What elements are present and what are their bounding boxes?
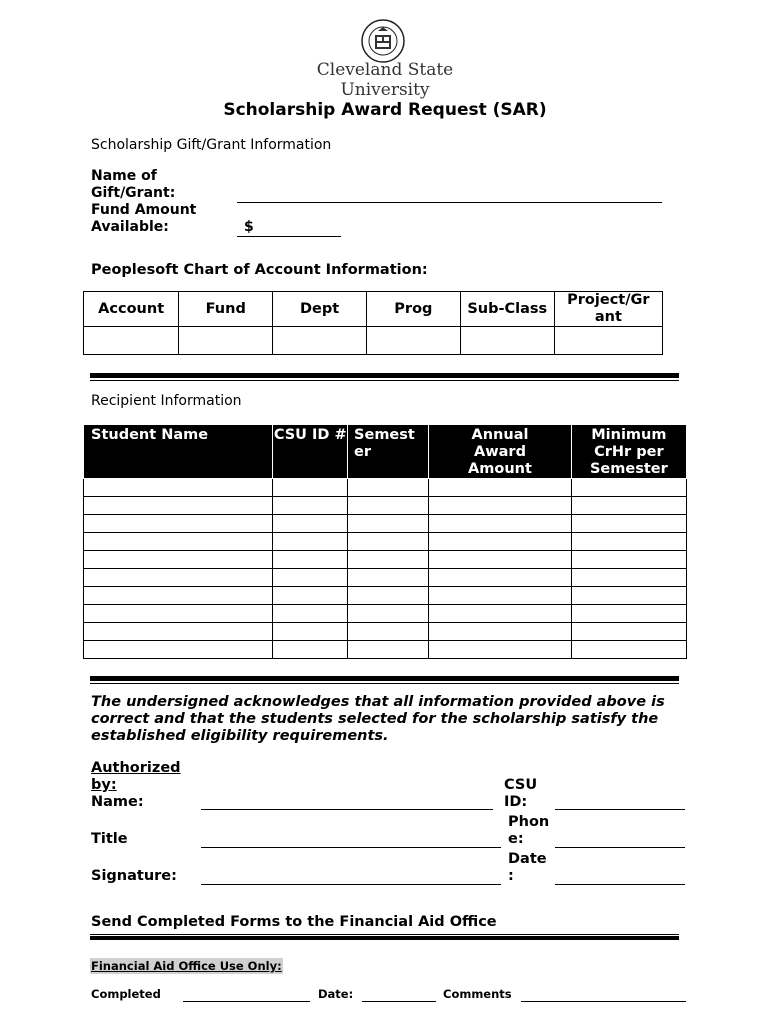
coa-cell-account[interactable]	[84, 327, 179, 355]
university-seal	[360, 18, 406, 64]
rec-cell-student-name[interactable]	[84, 497, 273, 515]
rec-cell-student-name[interactable]	[84, 515, 273, 533]
coa-col-subclass: Sub-Class	[460, 292, 554, 327]
table-row	[84, 569, 687, 587]
rec-cell-csu-id[interactable]	[273, 605, 348, 623]
gift-name-label: Name of Gift/Grant:	[91, 168, 176, 201]
section-divider	[90, 373, 679, 378]
office-use-heading: Financial Aid Office Use Only:	[91, 959, 282, 973]
date-field[interactable]	[555, 884, 685, 885]
coa-heading: Peoplesoft Chart of Account Information:	[91, 262, 428, 278]
table-row	[84, 641, 687, 659]
coa-col-prog: Prog	[366, 292, 460, 327]
rec-cell-annual-award[interactable]	[429, 497, 571, 515]
section-divider-thin	[90, 380, 679, 381]
fund-amount-field[interactable]	[237, 236, 341, 237]
rec-cell-student-name[interactable]	[84, 569, 273, 587]
table-row	[84, 515, 687, 533]
rec-cell-student-name[interactable]	[84, 641, 273, 659]
gift-name-field[interactable]	[237, 202, 662, 203]
comments-field[interactable]	[521, 1001, 686, 1002]
rec-cell-csu-id[interactable]	[273, 623, 348, 641]
coa-cell-fund[interactable]	[179, 327, 273, 355]
rec-cell-csu-id[interactable]	[273, 641, 348, 659]
rec-cell-semester[interactable]	[348, 623, 429, 641]
rec-cell-min-crhr[interactable]	[571, 641, 686, 659]
rec-cell-student-name[interactable]	[84, 587, 273, 605]
coa-cell-subclass[interactable]	[460, 327, 554, 355]
coa-cell-project[interactable]	[554, 327, 662, 355]
rec-cell-min-crhr[interactable]	[571, 497, 686, 515]
csu-id-field[interactable]	[555, 809, 685, 810]
rec-cell-annual-award[interactable]	[429, 605, 571, 623]
rec-cell-annual-award[interactable]	[429, 515, 571, 533]
coa-cell-prog[interactable]	[366, 327, 460, 355]
rec-cell-csu-id[interactable]	[273, 497, 348, 515]
coa-col-dept: Dept	[273, 292, 367, 327]
rec-col-student-name: Student Name	[84, 425, 273, 479]
rec-cell-min-crhr[interactable]	[571, 479, 686, 497]
send-note: Send Completed Forms to the Financial Aid Office	[91, 914, 497, 930]
rec-cell-semester[interactable]	[348, 479, 429, 497]
coa-col-fund: Fund	[179, 292, 273, 327]
rec-cell-student-name[interactable]	[84, 623, 273, 641]
rec-col-annual-award: Annual Award Amount	[429, 425, 571, 479]
rec-cell-semester[interactable]	[348, 569, 429, 587]
rec-cell-annual-award[interactable]	[429, 641, 571, 659]
coa-col-account: Account	[84, 292, 179, 327]
office-date-label: Date:	[318, 987, 354, 1001]
rec-cell-csu-id[interactable]	[273, 479, 348, 497]
rec-cell-csu-id[interactable]	[273, 533, 348, 551]
coa-col-project: Project/Gr ant	[554, 292, 662, 327]
rec-cell-semester[interactable]	[348, 515, 429, 533]
rec-cell-csu-id[interactable]	[273, 515, 348, 533]
rec-cell-annual-award[interactable]	[429, 551, 571, 569]
phone-field[interactable]	[555, 847, 685, 848]
gift-section-heading: Scholarship Gift/Grant Information	[91, 137, 332, 153]
table-row	[84, 479, 687, 497]
section-divider-thin	[90, 934, 679, 935]
rec-cell-student-name[interactable]	[84, 605, 273, 623]
rec-cell-semester[interactable]	[348, 533, 429, 551]
rec-cell-annual-award[interactable]	[429, 569, 571, 587]
rec-cell-semester[interactable]	[348, 641, 429, 659]
rec-cell-min-crhr[interactable]	[571, 551, 686, 569]
rec-cell-annual-award[interactable]	[429, 479, 571, 497]
table-row	[84, 551, 687, 569]
rec-cell-min-crhr[interactable]	[571, 587, 686, 605]
rec-col-semester: Semest er	[348, 425, 429, 479]
table-row	[84, 533, 687, 551]
rec-cell-student-name[interactable]	[84, 479, 273, 497]
title-label: Title	[91, 831, 128, 847]
office-date-field[interactable]	[362, 1001, 436, 1002]
recipient-heading: Recipient Information	[91, 393, 242, 409]
rec-cell-min-crhr[interactable]	[571, 605, 686, 623]
fund-amount-label: Fund Amount Available:	[91, 202, 197, 235]
coa-cell-dept[interactable]	[273, 327, 367, 355]
recipient-table	[83, 424, 687, 659]
title-field[interactable]	[201, 847, 501, 848]
acknowledgement-text: The undersigned acknowledges that all information provided above is correct and that the students selected for the scholarship satisfy the established eligibility requirements.	[91, 694, 665, 744]
section-divider-thin	[90, 683, 679, 684]
authorized-by-label: Authorized by: Name:	[91, 760, 181, 810]
rec-cell-csu-id[interactable]	[273, 569, 348, 587]
rec-cell-semester[interactable]	[348, 497, 429, 515]
rec-col-csu-id: CSU ID #	[273, 425, 348, 479]
rec-cell-annual-award[interactable]	[429, 623, 571, 641]
completed-field[interactable]	[183, 1001, 310, 1002]
rec-cell-annual-award[interactable]	[429, 533, 571, 551]
signature-label: Signature:	[91, 868, 177, 884]
rec-cell-min-crhr[interactable]	[571, 623, 686, 641]
rec-cell-student-name[interactable]	[84, 551, 273, 569]
phone-label: Phon e:	[508, 814, 550, 847]
authorized-name-field[interactable]	[201, 809, 493, 810]
table-row	[84, 587, 687, 605]
rec-cell-min-crhr[interactable]	[571, 569, 686, 587]
table-row	[84, 497, 687, 515]
completed-label: Completed	[91, 987, 161, 1001]
section-divider	[90, 936, 679, 940]
currency-symbol: $	[244, 219, 254, 235]
rec-cell-min-crhr[interactable]	[571, 533, 686, 551]
rec-cell-semester[interactable]	[348, 587, 429, 605]
date-label: Date :	[508, 851, 547, 884]
rec-cell-semester[interactable]	[348, 605, 429, 623]
comments-label: Comments	[443, 987, 512, 1001]
csu-id-label: CSU ID:	[504, 777, 538, 810]
university-name: Cleveland State University	[316, 60, 454, 100]
table-row	[84, 623, 687, 641]
rec-cell-csu-id[interactable]	[273, 551, 348, 569]
rec-cell-student-name[interactable]	[84, 533, 273, 551]
page-title: Scholarship Award Request (SAR)	[223, 100, 547, 120]
signature-field[interactable]	[201, 884, 501, 885]
rec-cell-annual-award[interactable]	[429, 587, 571, 605]
rec-col-min-crhr: Minimum CrHr per Semester	[571, 425, 686, 479]
coa-table	[83, 291, 663, 355]
section-divider	[90, 676, 679, 681]
table-row	[84, 605, 687, 623]
rec-cell-min-crhr[interactable]	[571, 515, 686, 533]
rec-cell-csu-id[interactable]	[273, 587, 348, 605]
rec-cell-semester[interactable]	[348, 551, 429, 569]
